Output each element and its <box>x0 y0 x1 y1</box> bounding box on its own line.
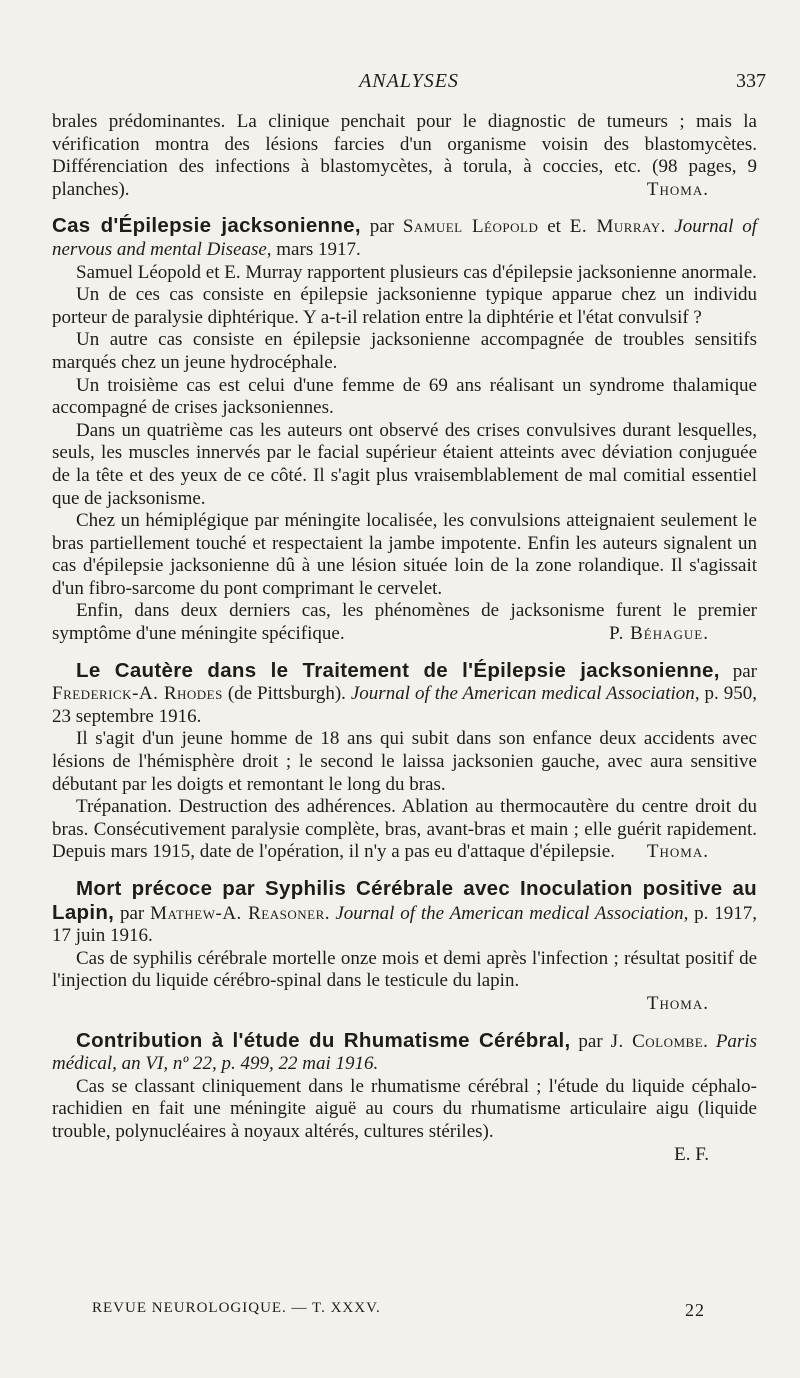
article-4-title: Contribution à l'étude du Rhumatisme Cérébral, <box>76 1028 571 1052</box>
article-1-journal: Journal of nervous and mental Disease <box>52 216 757 260</box>
article-2-last-paragraph <box>52 796 757 864</box>
article-2-journal: Journal of the American medical Association <box>350 683 695 705</box>
article-4-source-sep: . <box>703 1030 716 1052</box>
article-1-source-sep: . <box>660 216 675 238</box>
intro-signature: Thoma. <box>646 178 709 200</box>
article-2-heading <box>52 660 757 729</box>
article-1-authors-2: E. Murray <box>569 216 661 238</box>
article-1-last-text: Enfin, dans deux derniers cas, les phénomènes de jacksonisme furent le premier symptôme d'une méningite spécifique. <box>52 600 757 645</box>
article-1-and: et <box>538 216 570 238</box>
article-1-date: , mars 1917. <box>266 238 361 260</box>
article-3-last-paragraph: Cas de syphilis cérébrale mortelle onze mois et demi après l'infection ; résultat positif de l'injection du liquide cérébro-spinal dans le testicule du lapin. <box>52 947 757 992</box>
article-4-authors: J. Colombe <box>610 1030 704 1052</box>
intro-paragraph <box>52 111 757 201</box>
article-2-paragraph: Il s'agit d'un jeune homme de 18 ans qui subit dans son enfance deux accidents avec lésions de l'hémisphère droit ; le second le laissa jacksonien gauche, avec aura sensitive débutant par les doigts et remontant le long du bras. <box>52 728 757 795</box>
article-3-title: Mort précoce par Syphilis Cérébrale avec Inoculation positive au Lapin, <box>52 877 757 924</box>
article-1-by: par <box>360 216 403 238</box>
page-number: 337 <box>736 70 766 92</box>
article-2-authors: Frederick-A. Rhodes <box>52 683 223 705</box>
article-4-heading <box>52 1030 757 1076</box>
article-1-paragraph: Un de ces cas consiste en épilepsie jacksonienne typique apparue chez un individu porteur de paralysie diphtérique. Y a-t-il relation entre la diphtérie et l'état convulsif ? <box>52 284 757 328</box>
article-2 <box>52 660 757 864</box>
article-1 <box>52 215 757 645</box>
running-title: ANALYSES <box>359 70 459 92</box>
article-3-journal: Journal of the American medical Association <box>335 902 684 924</box>
article-1-authors: Samuel Léopold <box>402 216 539 238</box>
article-1-paragraph: Un autre cas consiste en épilepsie jacksonienne accompagnée de troubles sensitifs marqués chez un jeune hydrocéphale. <box>52 329 757 373</box>
article-1-last-paragraph <box>52 600 757 645</box>
article-1-paragraph: Un troisième cas est celui d'une femme de 69 ans réalisant un syndrome thalamique accompagné de crises jacksoniennes. <box>52 374 757 419</box>
footer-journal: REVUE NEUROLOGIQUE. — T. XXXV. <box>92 1300 381 1316</box>
article-3-signature: Thoma. <box>646 992 709 1014</box>
running-header <box>52 70 766 96</box>
article-1-title: Cas d'Épilepsie jacksonienne, <box>52 214 361 238</box>
article-3-source-sep: . <box>324 902 336 924</box>
article-1-paragraph: Samuel Léopold et E. Murray rapportent plusieurs cas d'épilepsie jacksonienne anormale. <box>76 261 757 283</box>
article-1-signature: P. Béhague. <box>609 623 709 645</box>
article-2-by: par <box>719 660 757 682</box>
article-3-heading <box>52 878 757 948</box>
article-2-date: , p. 950, 23 septembre 1916. <box>52 683 757 727</box>
article-1-heading <box>52 215 757 261</box>
article-3-by: par <box>114 902 151 924</box>
article-4-by: par <box>570 1030 611 1052</box>
footer-folio: 22 <box>685 1300 705 1320</box>
article-3-authors: Mathew-A. Reasoner <box>150 902 325 924</box>
article-2-location: (de Pittsburgh). <box>222 683 351 705</box>
article-4-signature: E. F. <box>674 1143 709 1165</box>
article-2-title: Le Cautère dans le Traitement de l'Épilepsie jacksonienne, <box>76 658 720 682</box>
article-3 <box>52 878 757 1016</box>
article-4-last-paragraph: Cas se classant cliniquement dans le rhumatisme cérébral ; l'étude du liquide céphalo-rachidien en fait une méningite aiguë au cours du rhumatisme articulaire aigu (liquide trouble, polynucléaires à noyaux altérés, cultures stériles). <box>52 1075 757 1142</box>
article-4-journal: Paris médical <box>52 1030 757 1075</box>
intro-text: brales prédominantes. La clinique penchait pour le diagnostic de tumeurs ; mais la vérification montra des lésions farcies d'un organisme voisin des blastomycètes. Différenciation des infections à blastomycètes, à torula, à coccies, etc. (98 pages, 9 planches). <box>52 111 757 200</box>
article-3-date: , p. 1917, 17 juin 1916. <box>52 902 758 947</box>
article-2-last-text: Trépanation. Destruction des adhérences. Ablation au thermocautère du centre droit du bras. Consécutivement paralysie complète, bras, avant-bras et main ; elle guérit rapidement. Depuis mars 1915, date de l'opération, il n'y a pas eu d'attaque d'épilepsie. <box>52 796 757 863</box>
article-2-signature: Thoma. <box>646 841 709 863</box>
article-1-paragraph: Dans un quatrième cas les auteurs ont observé des crises convulsives durant lesquelles, seuls, les muscles innervés par le facial supérieur étaient atteints avec déviation conjuguée de la tête et des yeux de ce côté. Il s'agit plus vraisemblablement de mal comitial essentiel que de jacksonisme. <box>52 419 757 509</box>
page-footer <box>92 1300 705 1322</box>
page-body <box>52 111 757 1166</box>
article-4-date: , an VI, nº 22, p. 499, 22 mai 1916. <box>112 1053 379 1075</box>
article-1-paragraph: Chez un hémiplégique par méningite localisée, les convulsions atteignaient seulement le bras partiellement touché et respectaient la jambe impotente. Enfin les auteurs signalent un cas d'épilepsie jacksonienne dû à une lésion située loin de la zone rolandique. Il s'agissait d'un fibro-sarcome du pont comprimant le cervelet. <box>52 510 757 599</box>
article-4 <box>52 1030 757 1167</box>
